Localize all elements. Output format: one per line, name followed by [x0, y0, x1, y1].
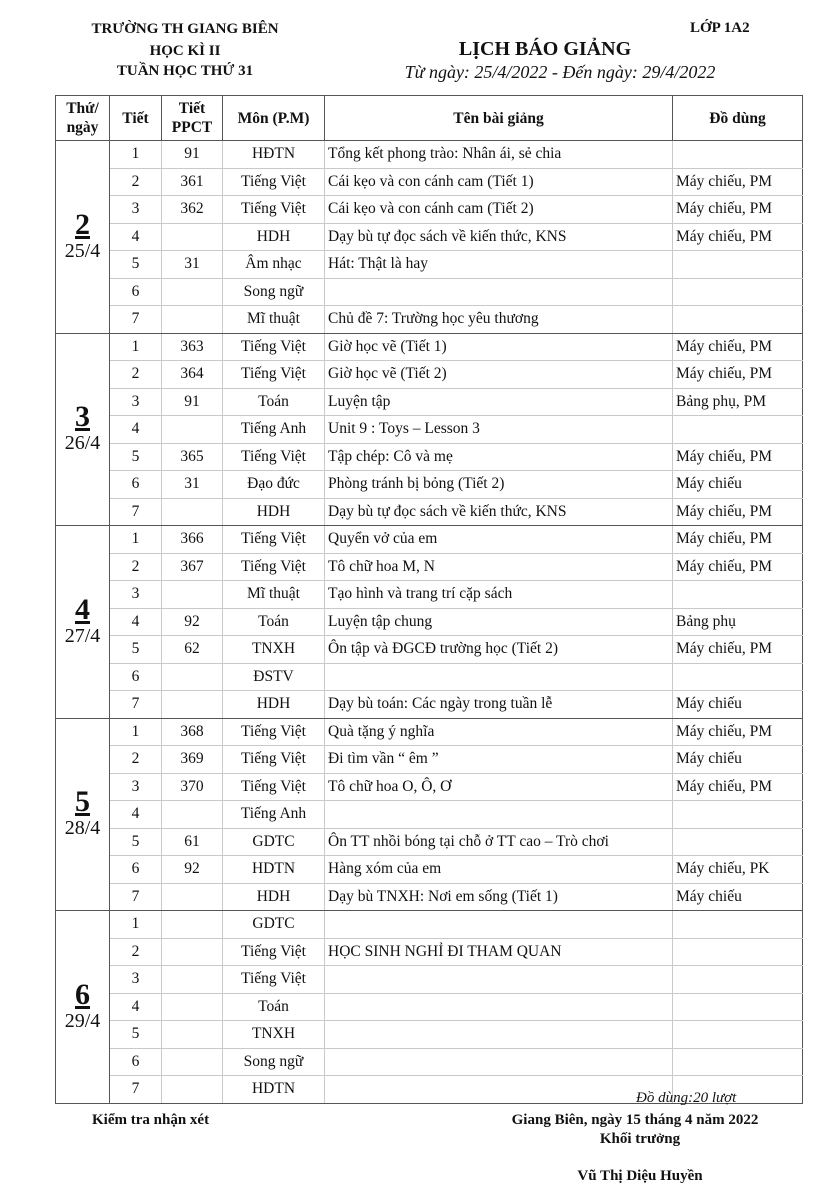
day-date: 27/4	[64, 624, 101, 647]
lesson-cell: Luyện tập	[325, 388, 673, 416]
equipment-cell: Máy chiếu, PM	[673, 773, 803, 801]
period-cell: 4	[110, 801, 162, 829]
weekday-number: 6	[75, 977, 90, 1011]
lesson-cell: Giờ học vẽ (Tiết 1)	[325, 333, 673, 361]
day-cell	[56, 718, 110, 911]
table-row	[56, 1021, 803, 1049]
period-cell: 5	[110, 251, 162, 279]
table-row	[56, 388, 803, 416]
ppct-cell	[162, 883, 223, 911]
table-row	[56, 773, 803, 801]
table-row	[56, 883, 803, 911]
table-row	[56, 718, 803, 746]
day-date: 25/4	[64, 239, 101, 262]
col-header-equipment: Đồ dùng	[673, 96, 803, 141]
signer-title: Khối trưởng	[599, 1131, 681, 1147]
table-row	[56, 636, 803, 664]
ppct-cell	[162, 938, 223, 966]
subject-cell: HDH	[223, 223, 325, 251]
equipment-cell	[673, 911, 803, 939]
ppct-cell: 92	[162, 608, 223, 636]
subject-cell: Mĩ thuật	[223, 306, 325, 334]
equipment-cell	[673, 966, 803, 994]
equipment-cell: Máy chiếu, PM	[673, 718, 803, 746]
subject-cell: HDH	[223, 883, 325, 911]
equipment-cell: Bảng phụ, PM	[673, 388, 803, 416]
period-cell: 6	[110, 856, 162, 884]
subject-cell: Song ngữ	[223, 278, 325, 306]
subject-cell: Toán	[223, 388, 325, 416]
equipment-cell: Máy chiếu, PK	[673, 856, 803, 884]
equipment-cell	[673, 251, 803, 279]
table-row	[56, 746, 803, 774]
subject-cell: Tiếng Việt	[223, 773, 325, 801]
col-header-subject: Môn (P.M)	[223, 96, 325, 141]
period-cell: 2	[110, 553, 162, 581]
equipment-cell	[673, 1021, 803, 1049]
ppct-cell	[162, 966, 223, 994]
ppct-cell	[162, 1048, 223, 1076]
equipment-cell	[673, 306, 803, 334]
equipment-cell: Máy chiếu, PM	[673, 498, 803, 526]
weekday-number: 5	[75, 785, 90, 819]
subject-cell: Mĩ thuật	[223, 581, 325, 609]
day-cell	[56, 911, 110, 1104]
table-row	[56, 828, 803, 856]
period-cell: 7	[110, 306, 162, 334]
table-row	[56, 196, 803, 224]
day-cell	[56, 333, 110, 526]
table-row	[56, 856, 803, 884]
period-cell: 1	[110, 141, 162, 169]
lesson-cell	[325, 278, 673, 306]
lesson-cell: Luyện tập chung	[325, 608, 673, 636]
ppct-cell	[162, 498, 223, 526]
subject-cell: Song ngữ	[223, 1048, 325, 1076]
period-cell: 2	[110, 938, 162, 966]
equipment-cell: Máy chiếu, PM	[673, 526, 803, 554]
equipment-cell	[673, 993, 803, 1021]
weekday-number: 2	[75, 207, 90, 241]
subject-cell: Âm nhạc	[223, 251, 325, 279]
table-row	[56, 993, 803, 1021]
table-row	[56, 581, 803, 609]
table-row	[56, 938, 803, 966]
lesson-cell: Đi tìm vần “ êm ”	[325, 746, 673, 774]
equipment-cell	[673, 828, 803, 856]
lesson-cell: Unit 9 : Toys – Lesson 3	[325, 416, 673, 444]
table-row	[56, 251, 803, 279]
ppct-cell	[162, 911, 223, 939]
period-cell: 2	[110, 361, 162, 389]
ppct-cell: 363	[162, 333, 223, 361]
subject-cell: Tiếng Việt	[223, 168, 325, 196]
lesson-cell: Dạy bù tự đọc sách về kiến thức, KNS	[325, 223, 673, 251]
period-cell: 5	[110, 443, 162, 471]
table-row	[56, 553, 803, 581]
equipment-cell: Máy chiếu, PM	[673, 168, 803, 196]
subject-cell: HDH	[223, 498, 325, 526]
subject-cell: HDTN	[223, 856, 325, 884]
period-cell: 7	[110, 883, 162, 911]
day-date: 29/4	[64, 1009, 101, 1032]
subject-cell: TNXH	[223, 636, 325, 664]
document-title: LỊCH BÁO GIẢNG	[458, 38, 632, 60]
subject-cell: HDH	[223, 691, 325, 719]
subject-cell: Tiếng Việt	[223, 196, 325, 224]
table-row	[56, 911, 803, 939]
period-cell: 4	[110, 223, 162, 251]
subject-cell: Toán	[223, 608, 325, 636]
lesson-cell	[325, 911, 673, 939]
week-number: TUẦN HỌC THỨ 31	[116, 63, 254, 79]
table-row	[56, 416, 803, 444]
table-row	[56, 306, 803, 334]
table-row	[56, 1048, 803, 1076]
day-cell	[56, 526, 110, 719]
table-row	[56, 608, 803, 636]
day-cell	[56, 141, 110, 334]
equipment-cell	[673, 938, 803, 966]
day-date: 26/4	[64, 432, 101, 455]
equipment-cell: Máy chiếu, PM	[673, 553, 803, 581]
equipment-usage: Đồ dùng:20 lượt	[636, 1090, 737, 1106]
subject-cell: Toán	[223, 993, 325, 1021]
ppct-cell	[162, 1076, 223, 1104]
table-row	[56, 801, 803, 829]
lesson-cell: HỌC SINH NGHỈ ĐI THAM QUAN	[325, 938, 673, 966]
lesson-cell: Ôn tập và ĐGCĐ trường học (Tiết 2)	[325, 636, 673, 664]
subject-cell: Tiếng Việt	[223, 746, 325, 774]
equipment-cell	[673, 141, 803, 169]
period-cell: 2	[110, 168, 162, 196]
subject-cell: Tiếng Anh	[223, 801, 325, 829]
table-row	[56, 663, 803, 691]
equipment-cell: Máy chiếu	[673, 471, 803, 499]
ppct-cell: 91	[162, 141, 223, 169]
period-cell: 6	[110, 663, 162, 691]
period-cell: 3	[110, 196, 162, 224]
table-row	[56, 966, 803, 994]
schedule-body	[56, 141, 803, 1104]
date-range: Từ ngày: 25/4/2022 - Đến ngày: 29/4/2022	[404, 62, 716, 82]
ppct-cell	[162, 223, 223, 251]
period-cell: 2	[110, 746, 162, 774]
table-row	[56, 333, 803, 361]
period-cell: 5	[110, 1021, 162, 1049]
table-row	[56, 223, 803, 251]
school-name: TRƯỜNG TH GIANG BIÊN	[91, 21, 279, 37]
review-label: Kiểm tra nhận xét	[92, 1112, 210, 1128]
lesson-cell: Quà tặng ý nghĩa	[325, 718, 673, 746]
equipment-cell: Máy chiếu, PM	[673, 333, 803, 361]
subject-cell: Tiếng Việt	[223, 553, 325, 581]
subject-cell: GDTC	[223, 828, 325, 856]
lesson-cell: Hát: Thật là hay	[325, 251, 673, 279]
period-cell: 7	[110, 1076, 162, 1104]
equipment-cell	[673, 278, 803, 306]
period-cell: 3	[110, 388, 162, 416]
lesson-cell	[325, 1021, 673, 1049]
lesson-cell: Cái kẹo và con cánh cam (Tiết 2)	[325, 196, 673, 224]
lesson-cell: Giờ học vẽ (Tiết 2)	[325, 361, 673, 389]
ppct-cell: 362	[162, 196, 223, 224]
lesson-cell	[325, 801, 673, 829]
subject-cell: Tiếng Việt	[223, 333, 325, 361]
ppct-cell: 370	[162, 773, 223, 801]
ppct-cell	[162, 993, 223, 1021]
subject-cell: Tiếng Việt	[223, 966, 325, 994]
equipment-cell: Máy chiếu, PM	[673, 223, 803, 251]
ppct-cell: 61	[162, 828, 223, 856]
lesson-cell: Ôn TT nhồi bóng tại chỗ ở TT cao – Trò chơi	[325, 828, 673, 856]
semester: HỌC KÌ II	[149, 43, 221, 59]
lesson-cell: Tô chữ hoa M, N	[325, 553, 673, 581]
subject-cell: Tiếng Việt	[223, 443, 325, 471]
subject-cell: Tiếng Việt	[223, 526, 325, 554]
table-row	[56, 526, 803, 554]
equipment-cell: Máy chiếu, PM	[673, 361, 803, 389]
ppct-cell	[162, 1021, 223, 1049]
equipment-cell	[673, 416, 803, 444]
period-cell: 5	[110, 828, 162, 856]
ppct-cell	[162, 801, 223, 829]
period-cell: 4	[110, 608, 162, 636]
equipment-cell	[673, 663, 803, 691]
ppct-cell: 31	[162, 471, 223, 499]
ppct-cell: 364	[162, 361, 223, 389]
period-cell: 4	[110, 993, 162, 1021]
equipment-cell: Máy chiếu, PM	[673, 196, 803, 224]
equipment-cell	[673, 801, 803, 829]
period-cell: 6	[110, 278, 162, 306]
equipment-cell: Bảng phụ	[673, 608, 803, 636]
ppct-cell	[162, 306, 223, 334]
period-cell: 4	[110, 416, 162, 444]
ppct-cell: 361	[162, 168, 223, 196]
equipment-cell	[673, 1048, 803, 1076]
table-row	[56, 168, 803, 196]
table-row	[56, 471, 803, 499]
ppct-cell: 368	[162, 718, 223, 746]
col-header-lesson: Tên bài giảng	[325, 96, 673, 141]
period-cell: 7	[110, 691, 162, 719]
table-row	[56, 443, 803, 471]
subject-cell: Tiếng Việt	[223, 938, 325, 966]
day-date: 28/4	[64, 817, 101, 840]
table-header-row	[56, 96, 803, 141]
class-label: LỚP 1A2	[690, 20, 750, 36]
ppct-cell: 91	[162, 388, 223, 416]
period-cell: 5	[110, 636, 162, 664]
ppct-cell	[162, 278, 223, 306]
period-cell: 6	[110, 471, 162, 499]
col-header-ppct: Tiết PPCT	[162, 96, 223, 141]
schedule-table	[55, 95, 803, 1104]
lesson-cell: Tập chép: Cô và mẹ	[325, 443, 673, 471]
period-cell: 3	[110, 773, 162, 801]
col-header-day: Thứ/ ngày	[56, 96, 110, 141]
place-date: Giang Biên, ngày 15 tháng 4 năm 2022	[511, 1112, 759, 1128]
lesson-cell: Tạo hình và trang trí cặp sách	[325, 581, 673, 609]
period-cell: 3	[110, 581, 162, 609]
equipment-cell	[673, 581, 803, 609]
lesson-cell	[325, 663, 673, 691]
subject-cell: Đạo đức	[223, 471, 325, 499]
table-row	[56, 141, 803, 169]
ppct-cell: 367	[162, 553, 223, 581]
period-cell: 3	[110, 966, 162, 994]
ppct-cell: 62	[162, 636, 223, 664]
table-row	[56, 361, 803, 389]
lesson-cell: Dạy bù tự đọc sách về kiến thức, KNS	[325, 498, 673, 526]
ppct-cell	[162, 581, 223, 609]
equipment-cell: Máy chiếu	[673, 746, 803, 774]
lesson-cell: Dạy bù toán: Các ngày trong tuần lễ	[325, 691, 673, 719]
lesson-cell	[325, 966, 673, 994]
ppct-cell: 92	[162, 856, 223, 884]
equipment-cell: Máy chiếu, PM	[673, 636, 803, 664]
subject-cell: TNXH	[223, 1021, 325, 1049]
subject-cell: GDTC	[223, 911, 325, 939]
subject-cell: Tiếng Việt	[223, 718, 325, 746]
table-row	[56, 498, 803, 526]
lesson-cell	[325, 1076, 673, 1104]
subject-cell: Tiếng Anh	[223, 416, 325, 444]
equipment-cell: Máy chiếu	[673, 691, 803, 719]
lesson-cell: Dạy bù TNXH: Nơi em sống (Tiết 1)	[325, 883, 673, 911]
ppct-cell: 365	[162, 443, 223, 471]
table-row	[56, 691, 803, 719]
period-cell: 1	[110, 526, 162, 554]
equipment-cell: Máy chiếu, PM	[673, 443, 803, 471]
weekday-number: 3	[75, 400, 90, 434]
ppct-cell: 369	[162, 746, 223, 774]
lesson-cell: Chủ đề 7: Trường học yêu thương	[325, 306, 673, 334]
lesson-cell: Phòng tránh bị bỏng (Tiết 2)	[325, 471, 673, 499]
subject-cell: HDTN	[223, 1076, 325, 1104]
ppct-cell: 31	[162, 251, 223, 279]
period-cell: 7	[110, 498, 162, 526]
lesson-cell: Quyển vở của em	[325, 526, 673, 554]
lesson-cell	[325, 1048, 673, 1076]
period-cell: 1	[110, 911, 162, 939]
equipment-cell: Máy chiếu	[673, 883, 803, 911]
period-cell: 6	[110, 1048, 162, 1076]
lesson-cell: Tô chữ hoa O, Ô, Ơ	[325, 773, 673, 801]
subject-cell: HĐTN	[223, 141, 325, 169]
subject-cell: ĐSTV	[223, 663, 325, 691]
subject-cell: Tiếng Việt	[223, 361, 325, 389]
ppct-cell	[162, 691, 223, 719]
lesson-cell	[325, 993, 673, 1021]
lesson-cell: Cái kẹo và con cánh cam (Tiết 1)	[325, 168, 673, 196]
period-cell: 1	[110, 718, 162, 746]
ppct-cell	[162, 416, 223, 444]
period-cell: 1	[110, 333, 162, 361]
weekday-number: 4	[75, 592, 90, 626]
ppct-cell	[162, 663, 223, 691]
lesson-cell: Hàng xóm của em	[325, 856, 673, 884]
table-row	[56, 278, 803, 306]
ppct-cell: 366	[162, 526, 223, 554]
col-header-period: Tiết	[110, 96, 162, 141]
signer-name: Vũ Thị Diệu Huyền	[577, 1168, 703, 1184]
lesson-cell: Tổng kết phong trào: Nhân ái, sẻ chia	[325, 141, 673, 169]
